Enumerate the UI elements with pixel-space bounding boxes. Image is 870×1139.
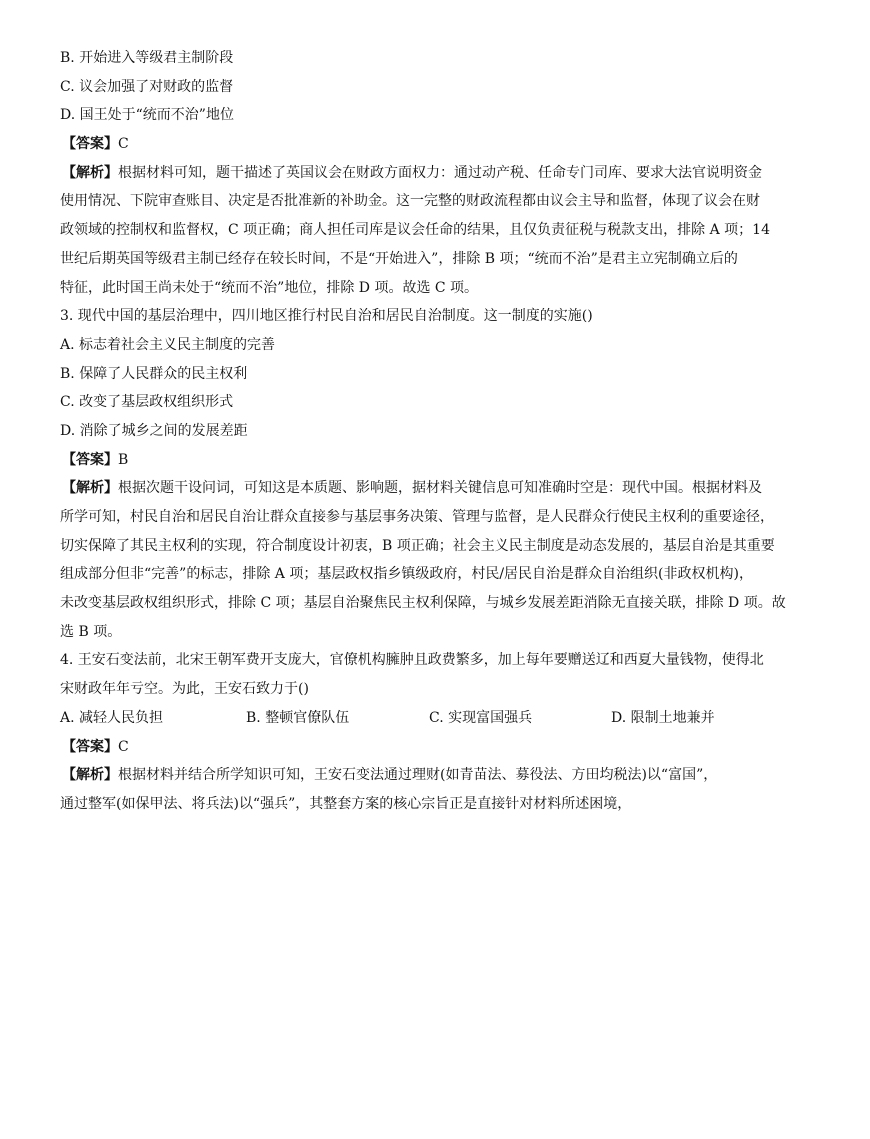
q3-analysis-line-6: 选 B 项。 <box>60 623 122 640</box>
q2-option-c: C. 议会加强了对财政的监督 <box>60 78 234 95</box>
analysis-text: 根据次题干设问词，可知这是本质题、影响题，据材料关键信息可知准确时空是：现代中国。根据材料及 <box>118 480 762 497</box>
q2-analysis-line-2: 使用情况、下院审查账目、决定是否批准新的补助金。这一完整的财政流程都由议会主导和监督，体现了议会在财 <box>60 193 760 210</box>
q2-analysis-line-3: 政领域的控制权和监督权，C 项正确；商人担任司库是议会任命的结果，且仅负责征税与税款支出，排除 A 项；14 <box>60 222 770 239</box>
q2-analysis-line-5: 特征，此时国王尚未处于“统而不治”地位，排除 D 项。故选 C 项。 <box>60 279 479 296</box>
q3-stem: 3. 现代中国的基层治理中，四川地区推行村民自治和居民自治制度。这一制度的实施() <box>60 308 593 325</box>
analysis-label: 【解析】 <box>62 767 118 784</box>
answer-label: 【答案】 <box>62 451 118 468</box>
q4-option-b: B. 整顿官僚队伍 <box>246 709 350 726</box>
q2-answer <box>60 130 812 159</box>
q3-analysis-line-2: 所学可知，村民自治和居民自治让群众直接参与基层事务决策、管理与监督，是人民群众行使民主权利的重要途径， <box>60 509 774 525</box>
q3-answer <box>60 446 812 475</box>
analysis-label: 【解析】 <box>62 480 118 497</box>
q3-analysis-line-4: 组成部分但非“完善”的标志，排除 A 项；基层政权指乡镇级政府，村民/居民自治是群众自治组织(非政权机构)， <box>60 566 753 583</box>
q3-analysis-line-1 <box>60 474 812 503</box>
q4-option-a: A. 减轻人民负担 <box>60 709 164 726</box>
answer-value: C <box>118 136 129 153</box>
q3-analysis-line-3: 切实保障了其民主权利的实现，符合制度设计初衷，B 项正确；社会主义民主制度是动态发展的，基层自治是其重要 <box>60 537 775 554</box>
q2-option-d: D. 国王处于“统而不治”地位 <box>60 107 234 124</box>
q4-options <box>60 704 812 733</box>
q3-option-b: B. 保障了人民群众的民主权利 <box>60 365 248 382</box>
q3-option-d: D. 消除了城乡之间的发展差距 <box>60 422 248 439</box>
q2-analysis-line-4: 世纪后期英国等级君主制已经存在较长时间，不是“开始进入”，排除 B 项；“统而不治”是君主立宪制确立后的 <box>60 250 738 267</box>
answer-label: 【答案】 <box>62 136 118 153</box>
q4-option-d: D. 限制土地兼并 <box>611 709 715 726</box>
q4-answer <box>60 733 812 762</box>
q2-option-b: B. 开始进入等级君主制阶段 <box>60 50 234 66</box>
q3-option-c: C. 改变了基层政权组织形式 <box>60 394 234 411</box>
q3-option-a: A. 标志着社会主义民主制度的完善 <box>60 336 276 353</box>
q2-analysis-line-1 <box>60 159 812 188</box>
analysis-label: 【解析】 <box>62 164 118 181</box>
q4-stem-line-1: 4. 王安石变法前，北宋王朝军费开支庞大，官僚机构臃肿且政费繁多，加上每年要赠送辽和西夏大量钱物，使得北 <box>60 652 764 669</box>
q4-analysis-line-2: 通过整军(如保甲法、将兵法)以“强兵”，其整套方案的核心宗旨正是直接针对材料所述困境， <box>60 795 632 812</box>
answer-value: C <box>118 738 129 755</box>
q4-stem-line-2: 宋财政年年亏空。为此，王安石致力于() <box>60 681 309 698</box>
answer-label: 【答案】 <box>62 738 118 755</box>
document-page <box>60 44 812 819</box>
q3-analysis-line-5: 未改变基层政权组织形式，排除 C 项；基层自治聚焦民主权利保障，与城乡发展差距消除无直接关联，排除 D 项。故 <box>60 595 786 612</box>
q4-analysis-line-1 <box>60 761 812 790</box>
q4-option-c: C. 实现富国强兵 <box>429 709 533 726</box>
analysis-text: 根据材料并结合所学知识可知，王安石变法通过理财(如青苗法、募役法、方田均税法)以“富国”， <box>118 767 718 784</box>
analysis-text: 根据材料可知，题干描述了英国议会在财政方面权力：通过动产税、任命专门司库、要求大法官说明资金 <box>118 164 762 181</box>
answer-value: B <box>118 451 129 468</box>
